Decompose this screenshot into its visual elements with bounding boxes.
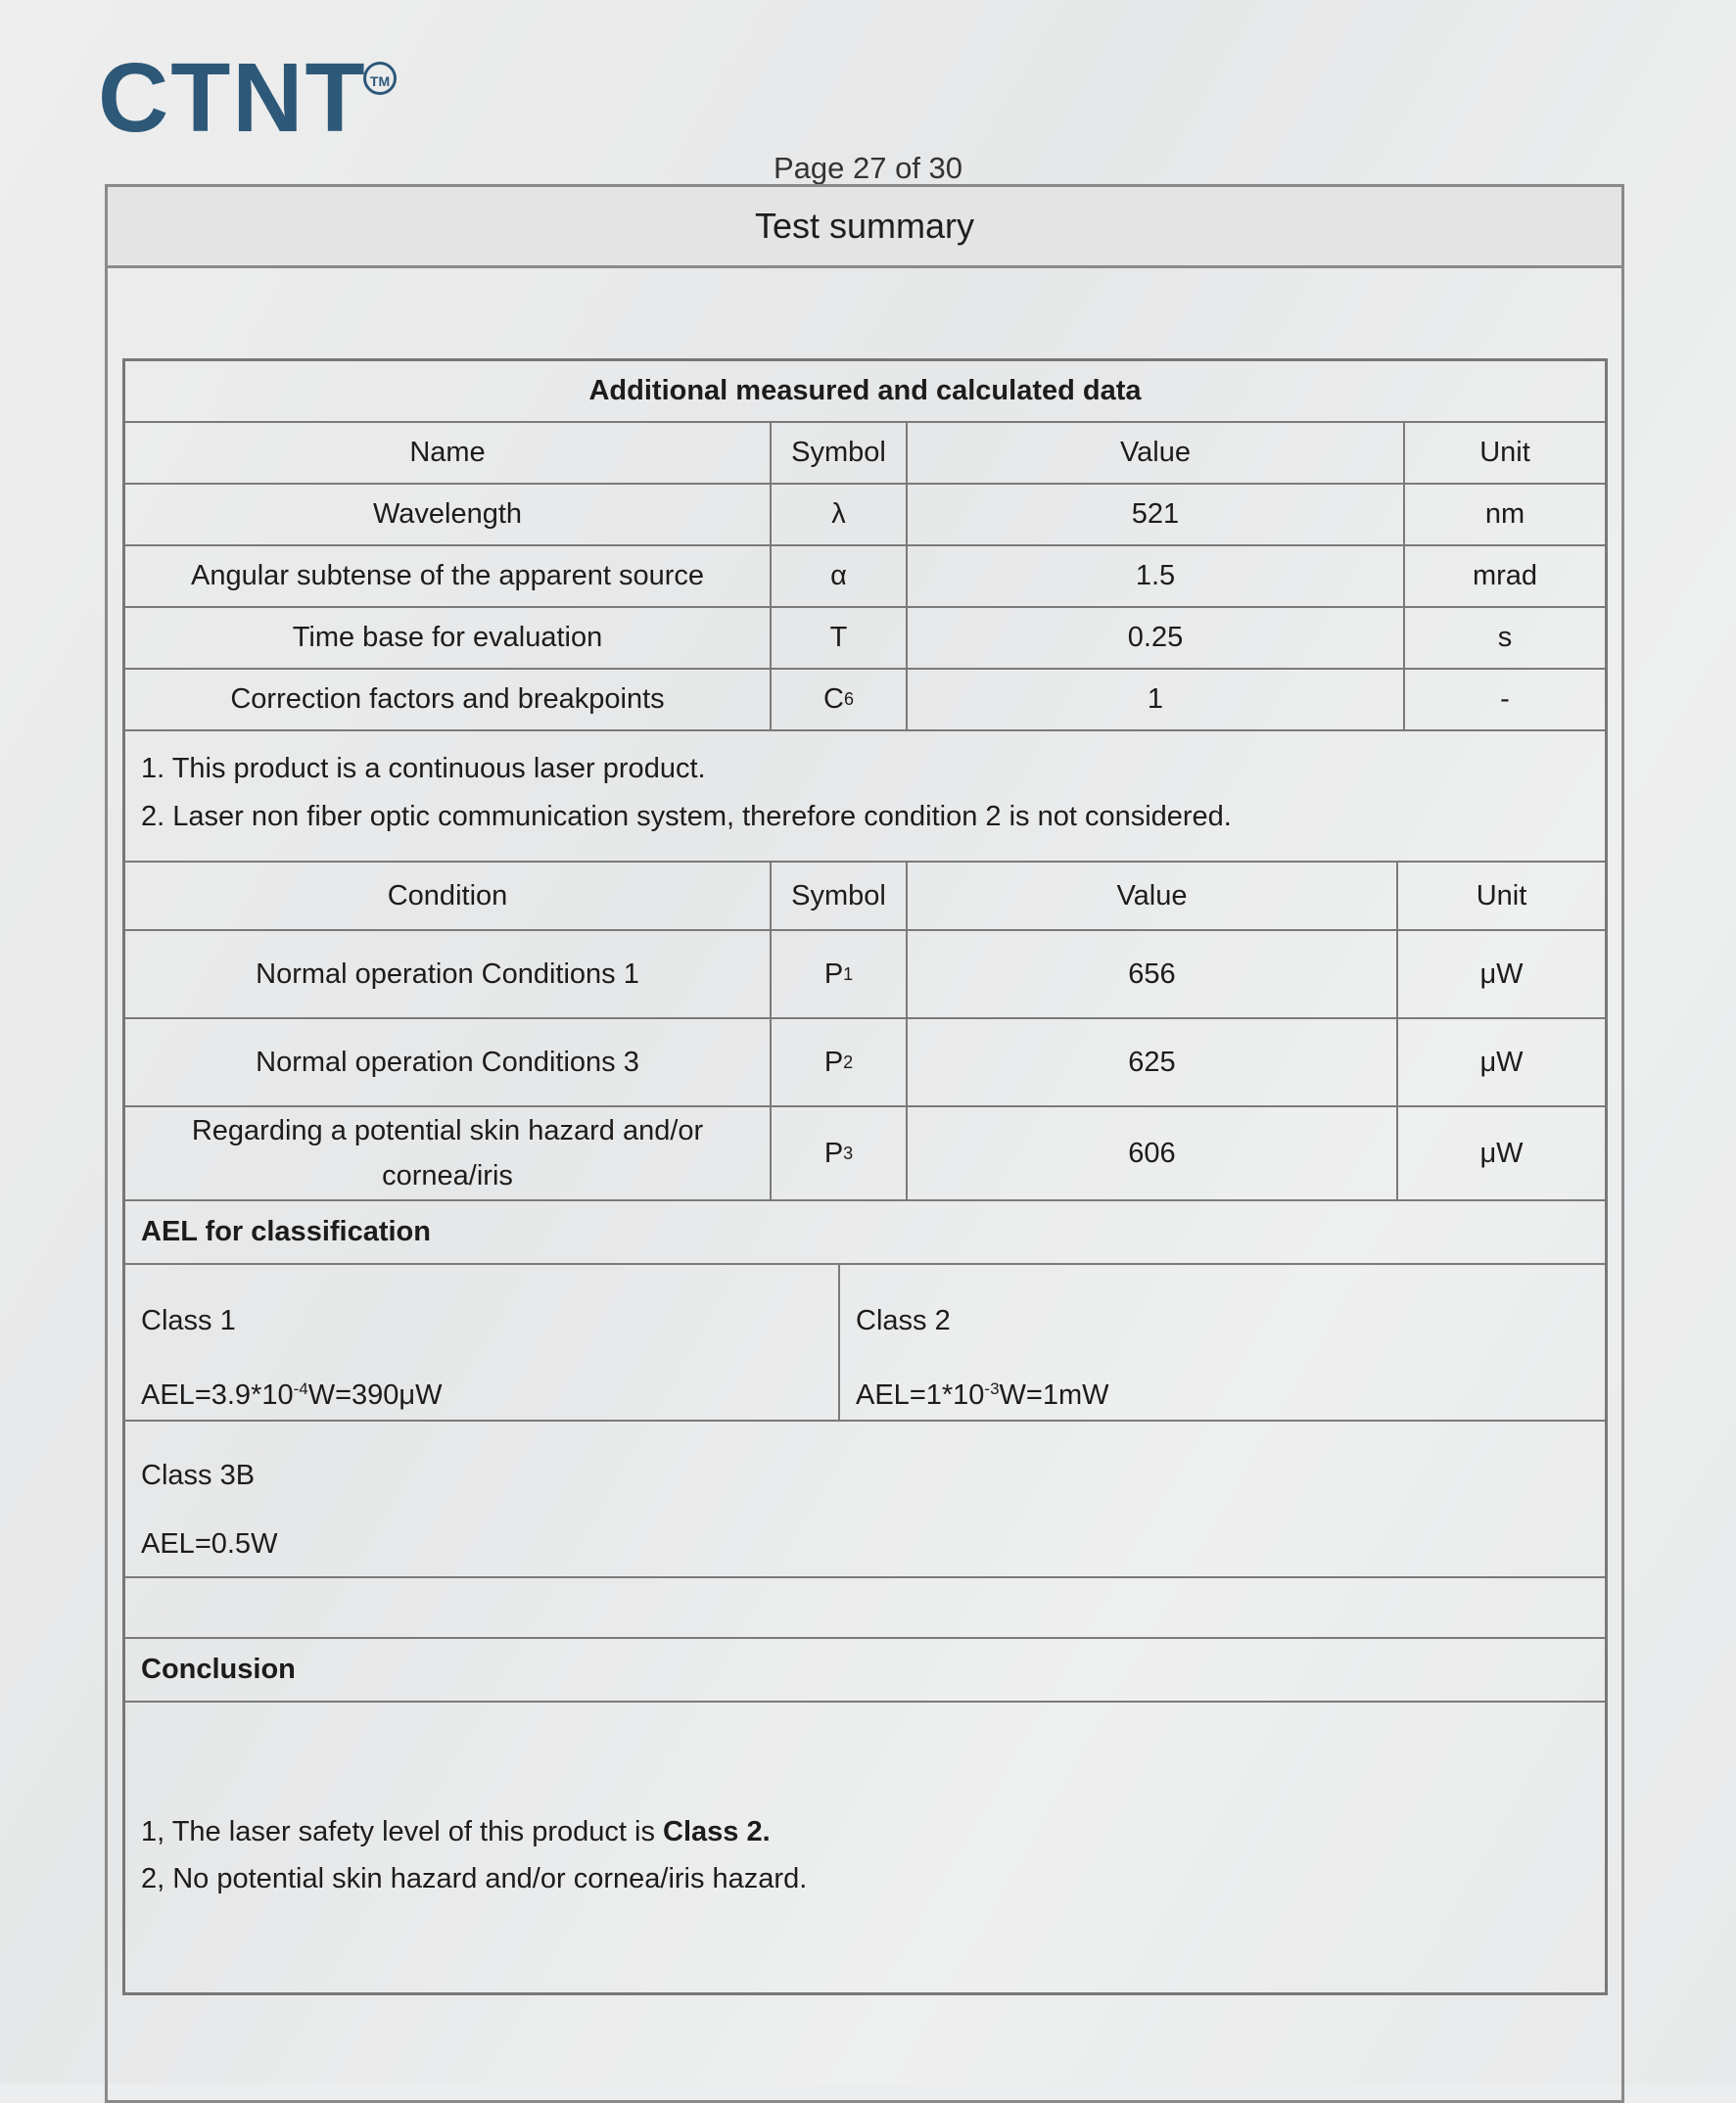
ael-class-row xyxy=(125,1265,1605,1422)
class3b-cell xyxy=(125,1422,1605,1578)
condition-cell: Normal operation Conditions 1 xyxy=(125,931,772,1017)
unit-cell: μW xyxy=(1479,1046,1524,1078)
table-row xyxy=(125,931,1605,1019)
conclusion-body xyxy=(125,1703,1605,1992)
name-cell: Correction factors and breakpoints xyxy=(125,670,772,729)
value-cell: 625 xyxy=(908,1019,1398,1105)
empty-row xyxy=(125,1578,1605,1639)
value-cell: 606 xyxy=(908,1107,1398,1199)
conclusion-class: Class 2. xyxy=(663,1816,771,1847)
symbol-cell xyxy=(772,931,908,1017)
table-row xyxy=(125,608,1605,670)
unit-cell: nm xyxy=(1484,498,1525,531)
condition-line: Regarding a potential skin hazard and/or xyxy=(191,1114,704,1146)
unit-cell: mrad xyxy=(1472,560,1538,592)
column-header: Unit xyxy=(1476,879,1527,911)
column-header: Symbol xyxy=(772,423,908,483)
note-item: 1. This product is a continuous laser product. xyxy=(141,753,706,784)
conclusion-label: Conclusion xyxy=(125,1639,1605,1703)
conclusion-line: 2, No potential skin hazard and/or cornea/iris hazard. xyxy=(141,1863,808,1894)
name-cell: Time base for evaluation xyxy=(125,608,772,668)
class1-name: Class 1 xyxy=(141,1305,236,1336)
ctnt-logo: CTNT xyxy=(98,43,367,153)
unit-cell: - xyxy=(1500,683,1510,716)
class2-name: Class 2 xyxy=(856,1305,951,1336)
column-header: Symbol xyxy=(772,863,908,929)
condition-cell xyxy=(125,1107,772,1199)
unit-cell: s xyxy=(1497,622,1513,654)
trademark-icon: TM xyxy=(363,62,397,95)
condition-line: cornea/iris xyxy=(382,1160,513,1192)
page-indicator: Page 27 of 30 xyxy=(773,151,963,185)
class2-ael: $AEL=1*10^{-3}W=1mW$ xyxy=(856,1379,1109,1411)
class3b-name: Class 3B xyxy=(141,1460,256,1491)
column-header: Unit xyxy=(1479,437,1530,469)
symbol-cell xyxy=(772,1107,908,1199)
value-cell: 1.5 xyxy=(908,546,1405,606)
value-cell: 1 xyxy=(908,670,1405,729)
class2-cell xyxy=(840,1265,1605,1420)
class1-cell xyxy=(125,1265,840,1420)
symbol-subscript: 1 xyxy=(843,963,854,984)
section-title: Test summary xyxy=(108,187,1621,268)
value-cell: 0.25 xyxy=(908,608,1405,668)
column-header: Value xyxy=(908,863,1398,929)
symbol-cell: T xyxy=(772,608,908,668)
column-header: Name xyxy=(125,423,772,483)
table-header-row xyxy=(125,423,1605,485)
unit-cell: μW xyxy=(1479,958,1524,990)
symbol-base: P xyxy=(823,1046,844,1078)
symbol-subscript: 3 xyxy=(843,1143,854,1163)
value-cell: 521 xyxy=(908,485,1405,544)
unit-cell: μW xyxy=(1479,1137,1524,1169)
symbol-base: P xyxy=(823,1137,844,1169)
class3b-ael: AEL=0.5W xyxy=(141,1528,278,1560)
name-cell: Angular subtense of the apparent source xyxy=(125,546,772,606)
notes-block xyxy=(125,731,1605,863)
class1-ael: $AEL=3.9*10^{-4}W=390\mu W$ xyxy=(141,1379,443,1411)
symbol-base: P xyxy=(823,958,844,990)
symbol-subscript: 6 xyxy=(843,689,854,710)
table-title: Additional measured and calculated data xyxy=(125,361,1605,423)
table-row xyxy=(125,1107,1605,1201)
symbol-cell: λ xyxy=(772,485,908,544)
symbol-cell xyxy=(772,1019,908,1105)
symbol-cell xyxy=(772,670,908,729)
table-header-row xyxy=(125,863,1605,931)
ael-label: AEL for classification xyxy=(125,1201,1605,1265)
symbol-cell: α xyxy=(772,546,908,606)
symbol-base: C xyxy=(823,683,844,716)
table-row xyxy=(125,485,1605,546)
table-row xyxy=(125,546,1605,608)
condition-cell: Normal operation Conditions 3 xyxy=(125,1019,772,1105)
table-row xyxy=(125,1019,1605,1107)
value-cell: 656 xyxy=(908,931,1398,1017)
name-cell: Wavelength xyxy=(125,485,772,544)
conclusion-line: 1, The laser safety level of this product is Class 2. xyxy=(141,1816,771,1847)
table-row xyxy=(125,670,1605,731)
data-table xyxy=(122,358,1608,1995)
column-header: Value xyxy=(908,423,1405,483)
column-header: Condition xyxy=(125,863,772,929)
note-item: 2. Laser non fiber optic communication system, therefore condition 2 is not considered. xyxy=(141,801,1232,832)
symbol-subscript: 2 xyxy=(843,1052,854,1072)
